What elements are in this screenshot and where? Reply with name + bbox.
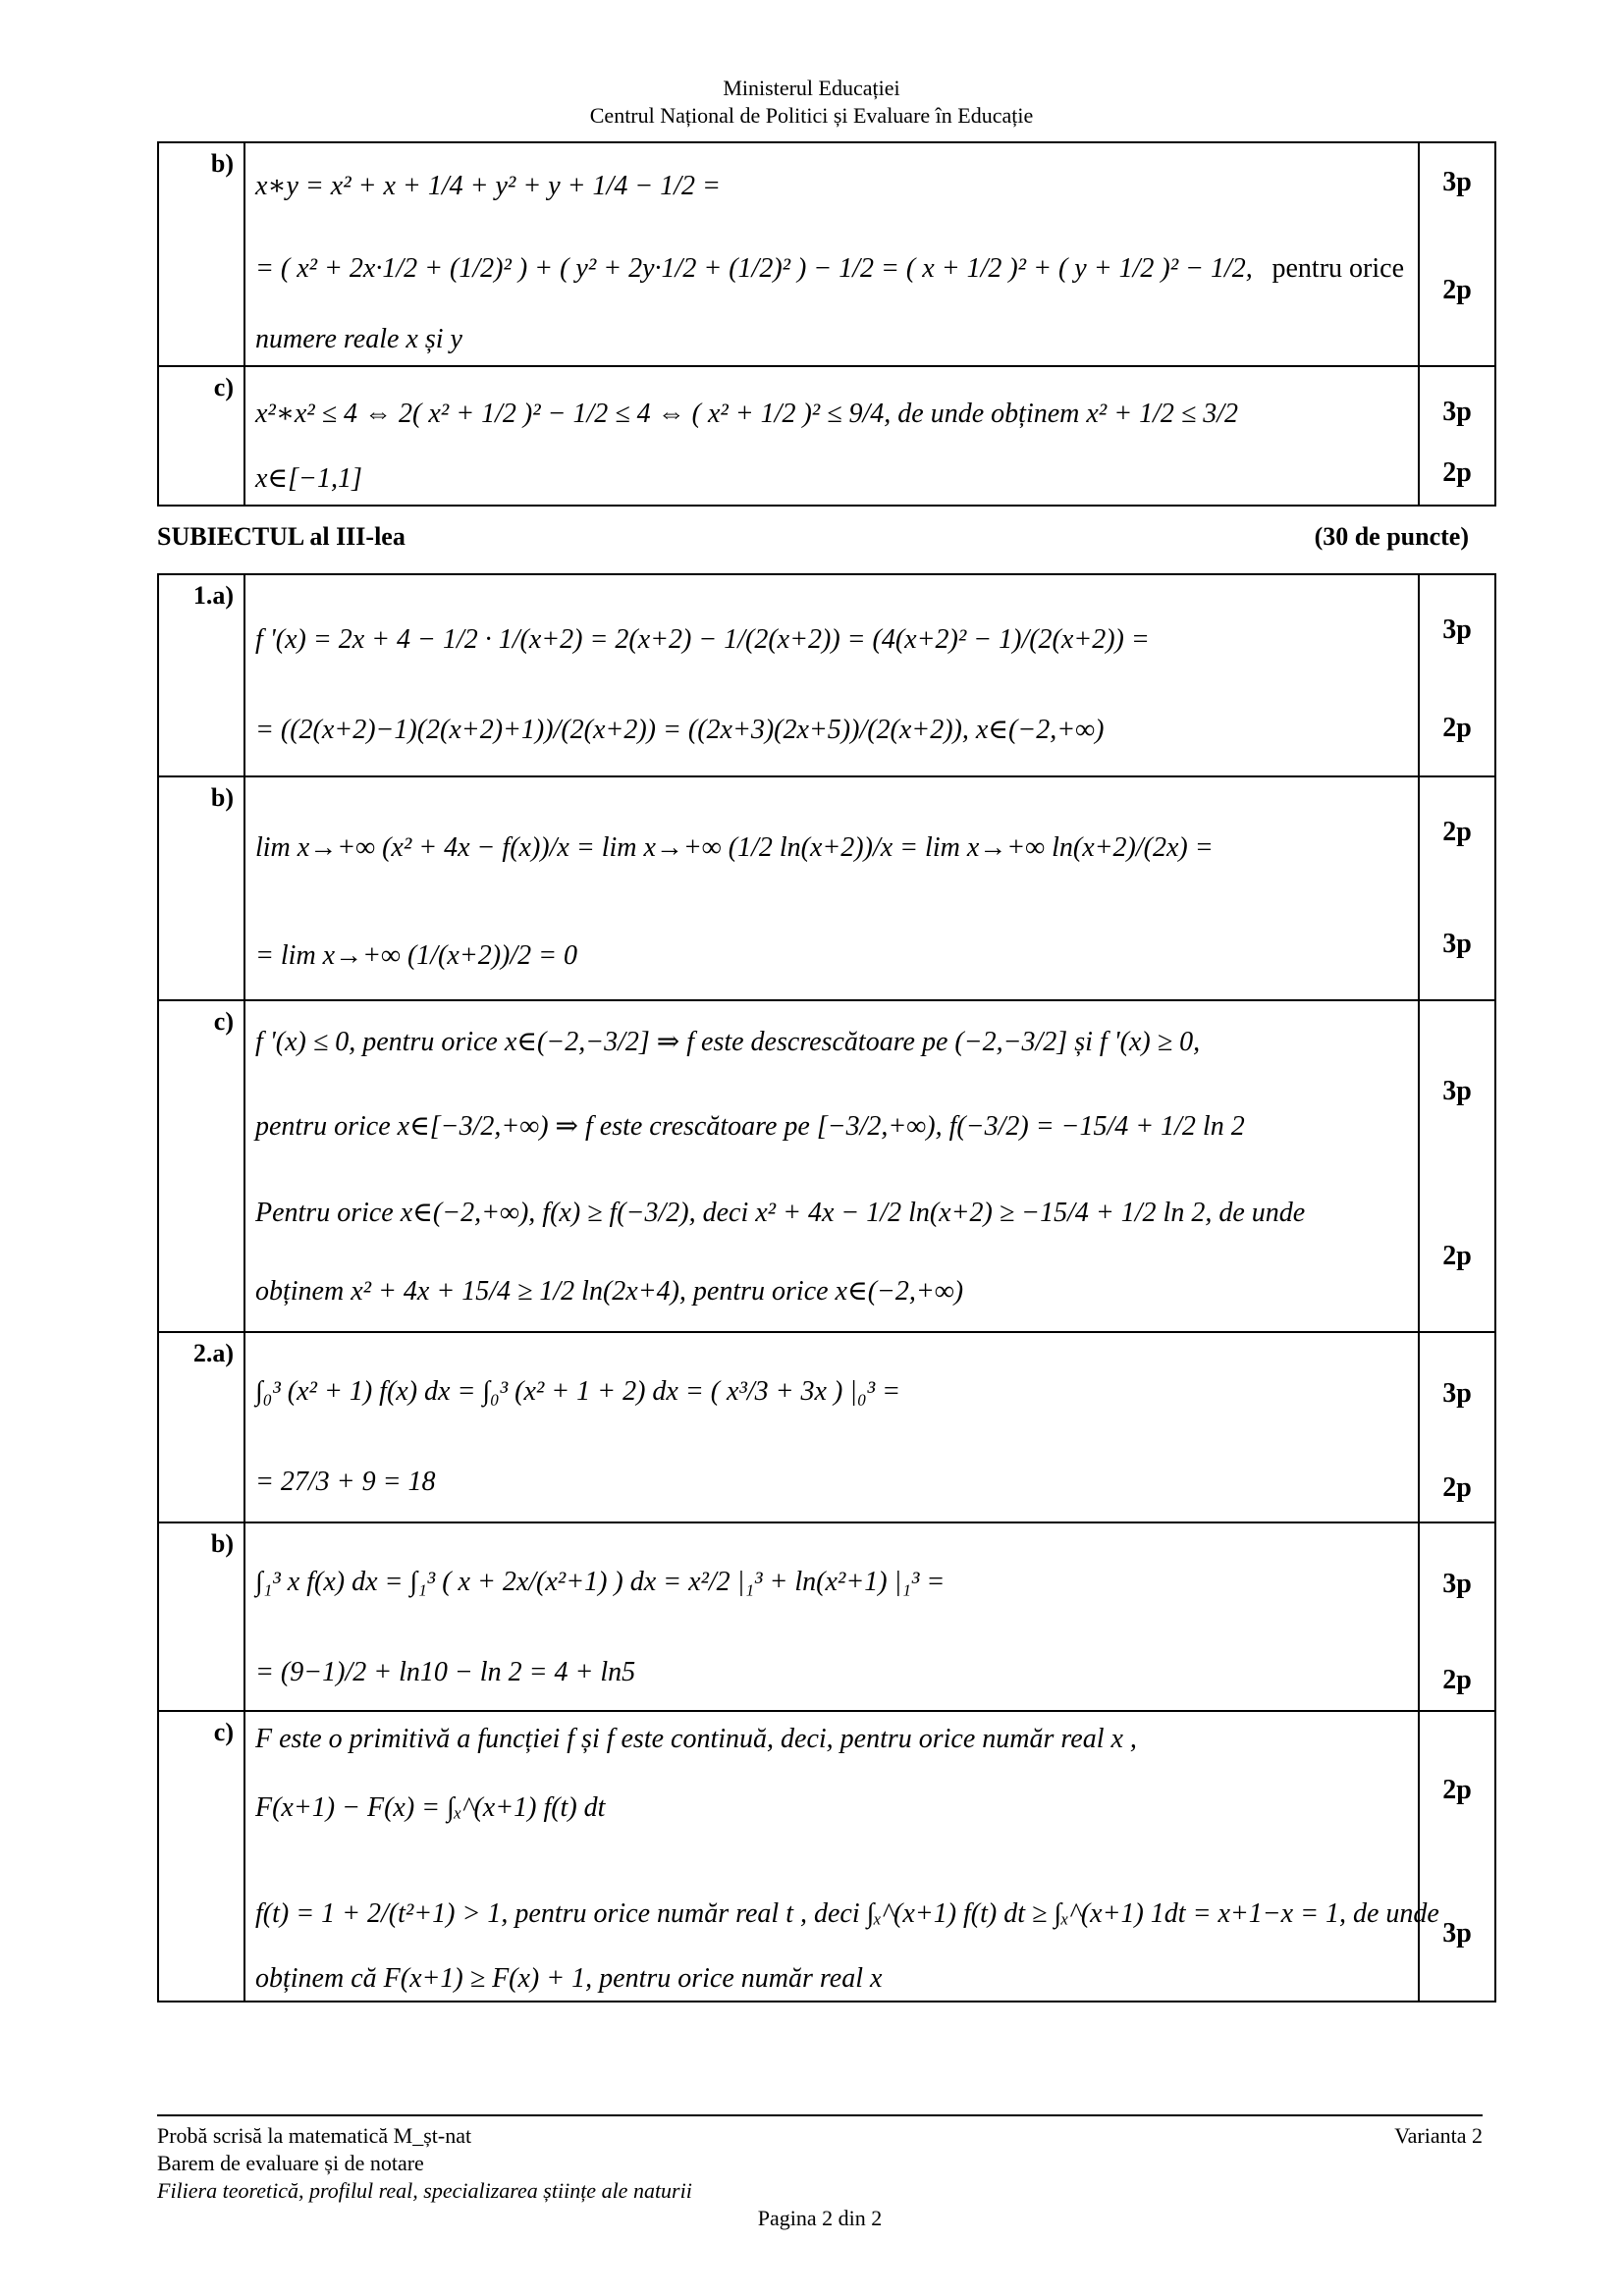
points-value: 2p	[1442, 1775, 1472, 1805]
section-points: (30 de puncte)	[1314, 522, 1469, 551]
formula-line: F(x+1) − F(x) = ∫ₓ^(x+1) f(t) dt	[255, 1792, 606, 1823]
table-row	[158, 1711, 1495, 2002]
formula-line: x∈[−1,1]	[255, 463, 362, 494]
points-value: 2p	[1442, 817, 1472, 847]
document-footer	[157, 2114, 1483, 2232]
row-label: b)	[158, 1522, 244, 1711]
points-value: 3p	[1442, 614, 1472, 645]
formula-line: Pentru orice x∈(−2,+∞), f(x) ≥ f(−3/2), deci x² + 4x − 1/2 ln(x+2) ≥ −15/4 + 1/2 ln 2, de unde	[255, 1198, 1306, 1228]
points-cell	[1419, 776, 1495, 1000]
solution-cell	[244, 1000, 1419, 1332]
row-label: c)	[158, 366, 244, 506]
table-row	[158, 142, 1495, 366]
footer-variant: Varianta 2	[1394, 2123, 1483, 2148]
points-cell	[1419, 1711, 1495, 2002]
formula-part: = ( x² + 2x·1/2 + (1/2)² ) + ( y² + 2y·1/2 + (1/2)² ) − 1/2 = ( x + 1/2 )² + ( y + 1/2 )² − 1/2,	[255, 253, 1253, 284]
footer-page-number: Pagina 2 din 2	[757, 2206, 883, 2230]
formula-line: numere reale x și y	[255, 324, 462, 354]
solution-cell	[244, 142, 1419, 366]
formula-line: = (9−1)/2 + ln10 − ln 2 = 4 + ln5	[255, 1657, 636, 1687]
formula-line: obținem că F(x+1) ≥ F(x) + 1, pentru orice număr real x	[255, 1963, 883, 1994]
points-cell	[1419, 366, 1495, 506]
table-row	[158, 574, 1495, 776]
points-cell	[1419, 142, 1495, 366]
row-label: b)	[158, 776, 244, 1000]
points-cell	[1419, 1000, 1495, 1332]
main-table	[157, 573, 1496, 2002]
points-value: 3p	[1442, 167, 1472, 197]
points-value: 3p	[1442, 397, 1472, 427]
formula-line: = ((2(x+2)−1)(2(x+2)+1))/(2(x+2)) = ((2x+3)(2x+5))/(2(x+2)), x∈(−2,+∞)	[255, 715, 1105, 745]
points-cell	[1419, 1332, 1495, 1522]
points-value: 3p	[1442, 1918, 1472, 1949]
points-value: 2p	[1442, 713, 1472, 743]
formula-line: ∫₀³ (x² + 1) f(x) dx = ∫₀³ (x² + 1 + 2) dx = ( x³/3 + 3x ) |₀³ =	[255, 1376, 901, 1407]
footer-row	[157, 2122, 1483, 2150]
formula-line: f '(x) = 2x + 4 − 1/2 · 1/(x+2) = 2(x+2) − 1/(2(x+2)) = (4(x+2)² − 1)/(2(x+2)) =	[255, 624, 1150, 655]
table-row	[158, 776, 1495, 1000]
solution-cell	[244, 1711, 1439, 2002]
formula-text: pentru orice	[1271, 253, 1404, 284]
formula-line: x∗y = x² + x + 1/4 + y² + y + 1/4 − 1/2 =	[255, 171, 721, 201]
header-center: Centrul Național de Politici și Evaluare în Educație	[589, 103, 1034, 128]
footer-subtitle: Barem de evaluare și de notare	[157, 2151, 424, 2175]
footer-exam-title: Probă scrisă la matematică M_șt-nat	[157, 2123, 472, 2148]
row-label: 1.a)	[158, 574, 244, 776]
formula-line: ∫₁³ x f(x) dx = ∫₁³ ( x + 2x/(x²+1) ) dx = x²/2 |₁³ + ln(x²+1) |₁³ =	[255, 1567, 946, 1597]
solution-cell	[244, 1522, 1419, 1711]
formula-line: F este o primitivă a funcției f și f este continuă, deci, pentru orice număr real x ,	[255, 1724, 1137, 1754]
formula-line: obținem x² + 4x + 15/4 ≥ 1/2 ln(2x+4), pentru orice x∈(−2,+∞)	[255, 1276, 964, 1307]
row-label: b)	[158, 142, 244, 366]
formula-line: = lim x→+∞ (1/(x+2))/2 = 0	[255, 940, 578, 971]
formula-line: x²∗x² ≤ 4 ⇔ 2( x² + 1/2 )² − 1/2 ≤ 4 ⇔ ( x² + 1/2 )² ≤ 9/4, de unde obținem x² + 1/2 ≤ 3/2	[255, 399, 1239, 429]
row-label: c)	[158, 1711, 244, 2002]
formula-line: f '(x) ≤ 0, pentru orice x∈(−2,−3/2] ⇒ f este descrescătoare pe (−2,−3/2] și f '(x) ≥ 0,	[255, 1027, 1201, 1057]
section-heading	[157, 522, 1469, 552]
points-value: 3p	[1442, 1378, 1472, 1409]
points-value: 3p	[1442, 929, 1472, 959]
formula-line: pentru orice x∈[−3/2,+∞) ⇒ f este crescătoare pe [−3/2,+∞), f(−3/2) = −15/4 + 1/2 ln 2	[255, 1111, 1245, 1142]
points-value: 2p	[1442, 1241, 1472, 1271]
footer-specialization: Filiera teoretică, profilul real, specializarea științe ale naturii	[157, 2178, 692, 2203]
document-header	[0, 75, 1623, 130]
formula-line	[255, 253, 1404, 285]
table-row	[158, 1522, 1495, 1711]
section-title: SUBIECTUL al III-lea	[157, 522, 406, 551]
points-value: 3p	[1442, 1569, 1472, 1599]
formula-line: f(t) = 1 + 2/(t²+1) > 1, pentru orice număr real t , deci ∫ₓ^(x+1) f(t) dt ≥ ∫ₓ^(x+1) 1dt = x+1−x = 1, de unde	[255, 1898, 1439, 1929]
top-table	[157, 141, 1496, 507]
points-value: 3p	[1442, 1076, 1472, 1106]
header-ministry: Ministerul Educației	[723, 76, 900, 100]
points-value: 2p	[1442, 275, 1472, 305]
points-value: 2p	[1442, 457, 1472, 488]
solution-cell	[244, 574, 1419, 776]
row-label: c)	[158, 1000, 244, 1332]
table-row	[158, 1332, 1495, 1522]
points-value: 2p	[1442, 1665, 1472, 1695]
row-label: 2.a)	[158, 1332, 244, 1522]
points-value: 2p	[1442, 1472, 1472, 1503]
solution-cell	[244, 776, 1419, 1000]
points-cell	[1419, 1522, 1495, 1711]
formula-line: lim x→+∞ (x² + 4x − f(x))/x = lim x→+∞ (1/2 ln(x+2))/x = lim x→+∞ ln(x+2)/(2x) =	[255, 832, 1214, 863]
solution-cell	[244, 1332, 1419, 1522]
formula-line: = 27/3 + 9 = 18	[255, 1467, 436, 1497]
table-row	[158, 366, 1495, 506]
points-cell	[1419, 574, 1495, 776]
table-row	[158, 1000, 1495, 1332]
solution-cell	[244, 366, 1419, 506]
